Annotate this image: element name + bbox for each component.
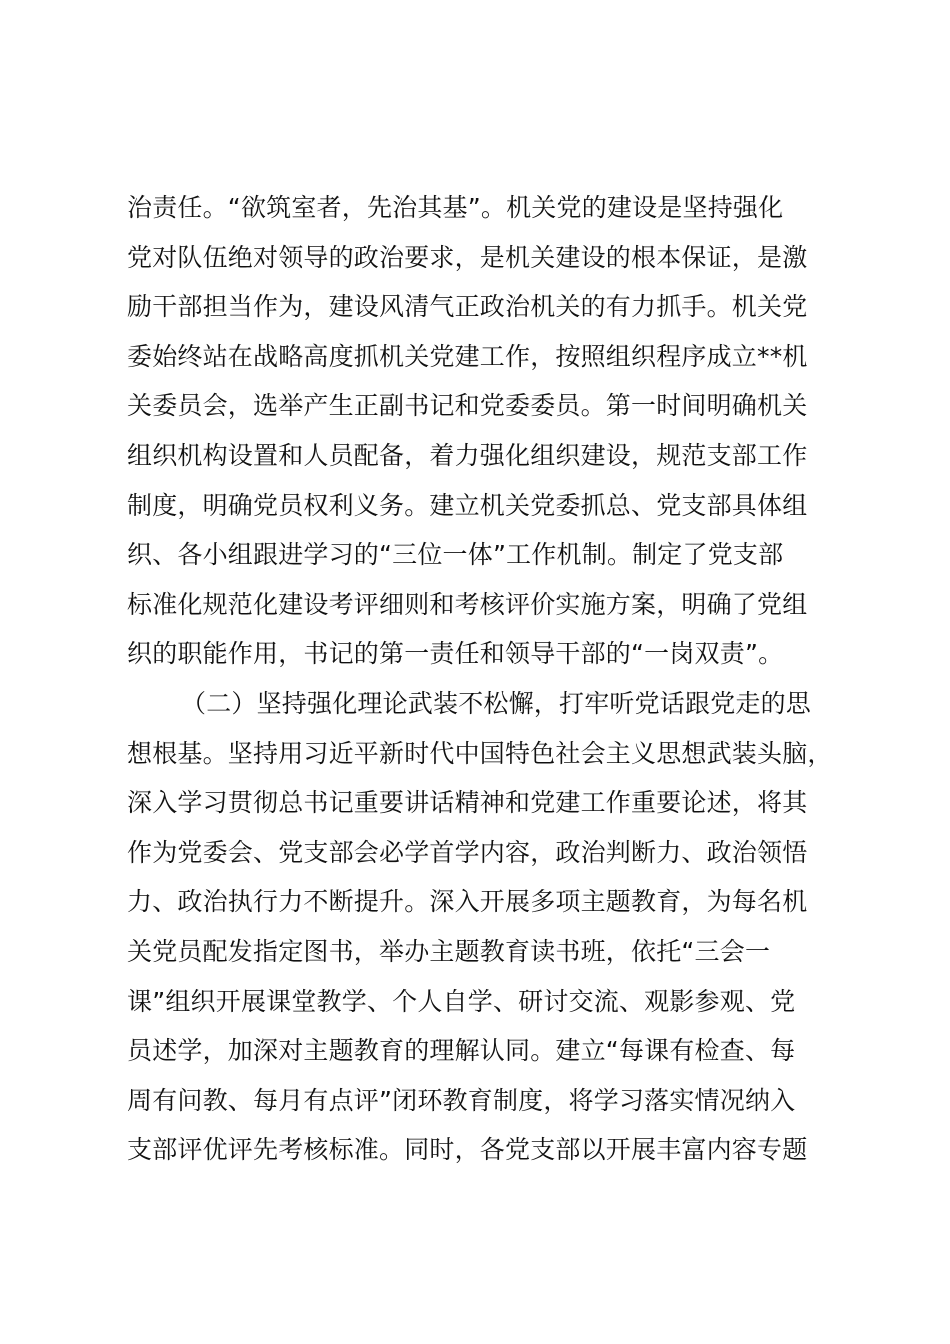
- text-line: 关党员配发指定图书，举办主题教育读书班，依托“三会一: [127, 936, 771, 966]
- text-line: 周有问教、每月有点评”闭环教育制度，将学习落实情况纳入: [127, 1085, 796, 1115]
- text-line: 力、政治执行力不断提升。深入开展多项主题教育，为每名机: [127, 887, 808, 917]
- body-text: [127, 183, 847, 1175]
- text-line: 想根基。坚持用习近平新时代中国特色社会主义思想武装头脑，: [127, 738, 833, 768]
- section-heading-line: （二）坚持强化理论武装不松懈，打牢听党话跟党走的思: [181, 688, 812, 718]
- text-line: 课”组织开展课堂教学、个人自学、研讨交流、观影参观、党: [127, 986, 796, 1016]
- text-line: 深入学习贯彻总书记重要讲话精神和党建工作重要论述，将其: [127, 788, 808, 818]
- text-line: 党对队伍绝对领导的政治要求，是机关建设的根本保证，是激: [127, 242, 808, 272]
- text-line: 关委员会，选举产生正副书记和党委委员。第一时间明确机关: [127, 391, 808, 421]
- text-line: 作为党委会、党支部会必学首学内容，政治判断力、政治领悟: [127, 837, 808, 867]
- text-line: 标准化规范化建设考评细则和考核评价实施方案，明确了党组: [127, 589, 808, 619]
- text-line: 制度，明确党员权利义务。建立机关党委抓总、党支部具体组: [127, 490, 808, 520]
- text-line: 治责任。“欲筑室者，先治其基”。机关党的建设是坚持强化: [127, 193, 784, 222]
- text-line: 织、各小组跟进学习的“三位一体”工作机制。制定了党支部: [127, 540, 784, 570]
- text-line: 组织机构设置和人员配备，着力强化组织建设，规范支部工作: [127, 440, 808, 470]
- text-line: 委始终站在战略高度抓机关党建工作，按照组织程序成立**机: [127, 341, 808, 371]
- text-line: 支部评优评先考核标准。同时，各党支部以开展丰富内容专题: [127, 1135, 808, 1165]
- text-line: 织的职能作用，书记的第一责任和领导干部的“一岗双责”。: [127, 639, 784, 669]
- text-line: 励干部担当作为，建设风清气正政治机关的有力抓手。机关党: [127, 292, 808, 322]
- text-line: 员述学，加深对主题教育的理解认同。建立“每课有检查、每: [127, 1036, 796, 1066]
